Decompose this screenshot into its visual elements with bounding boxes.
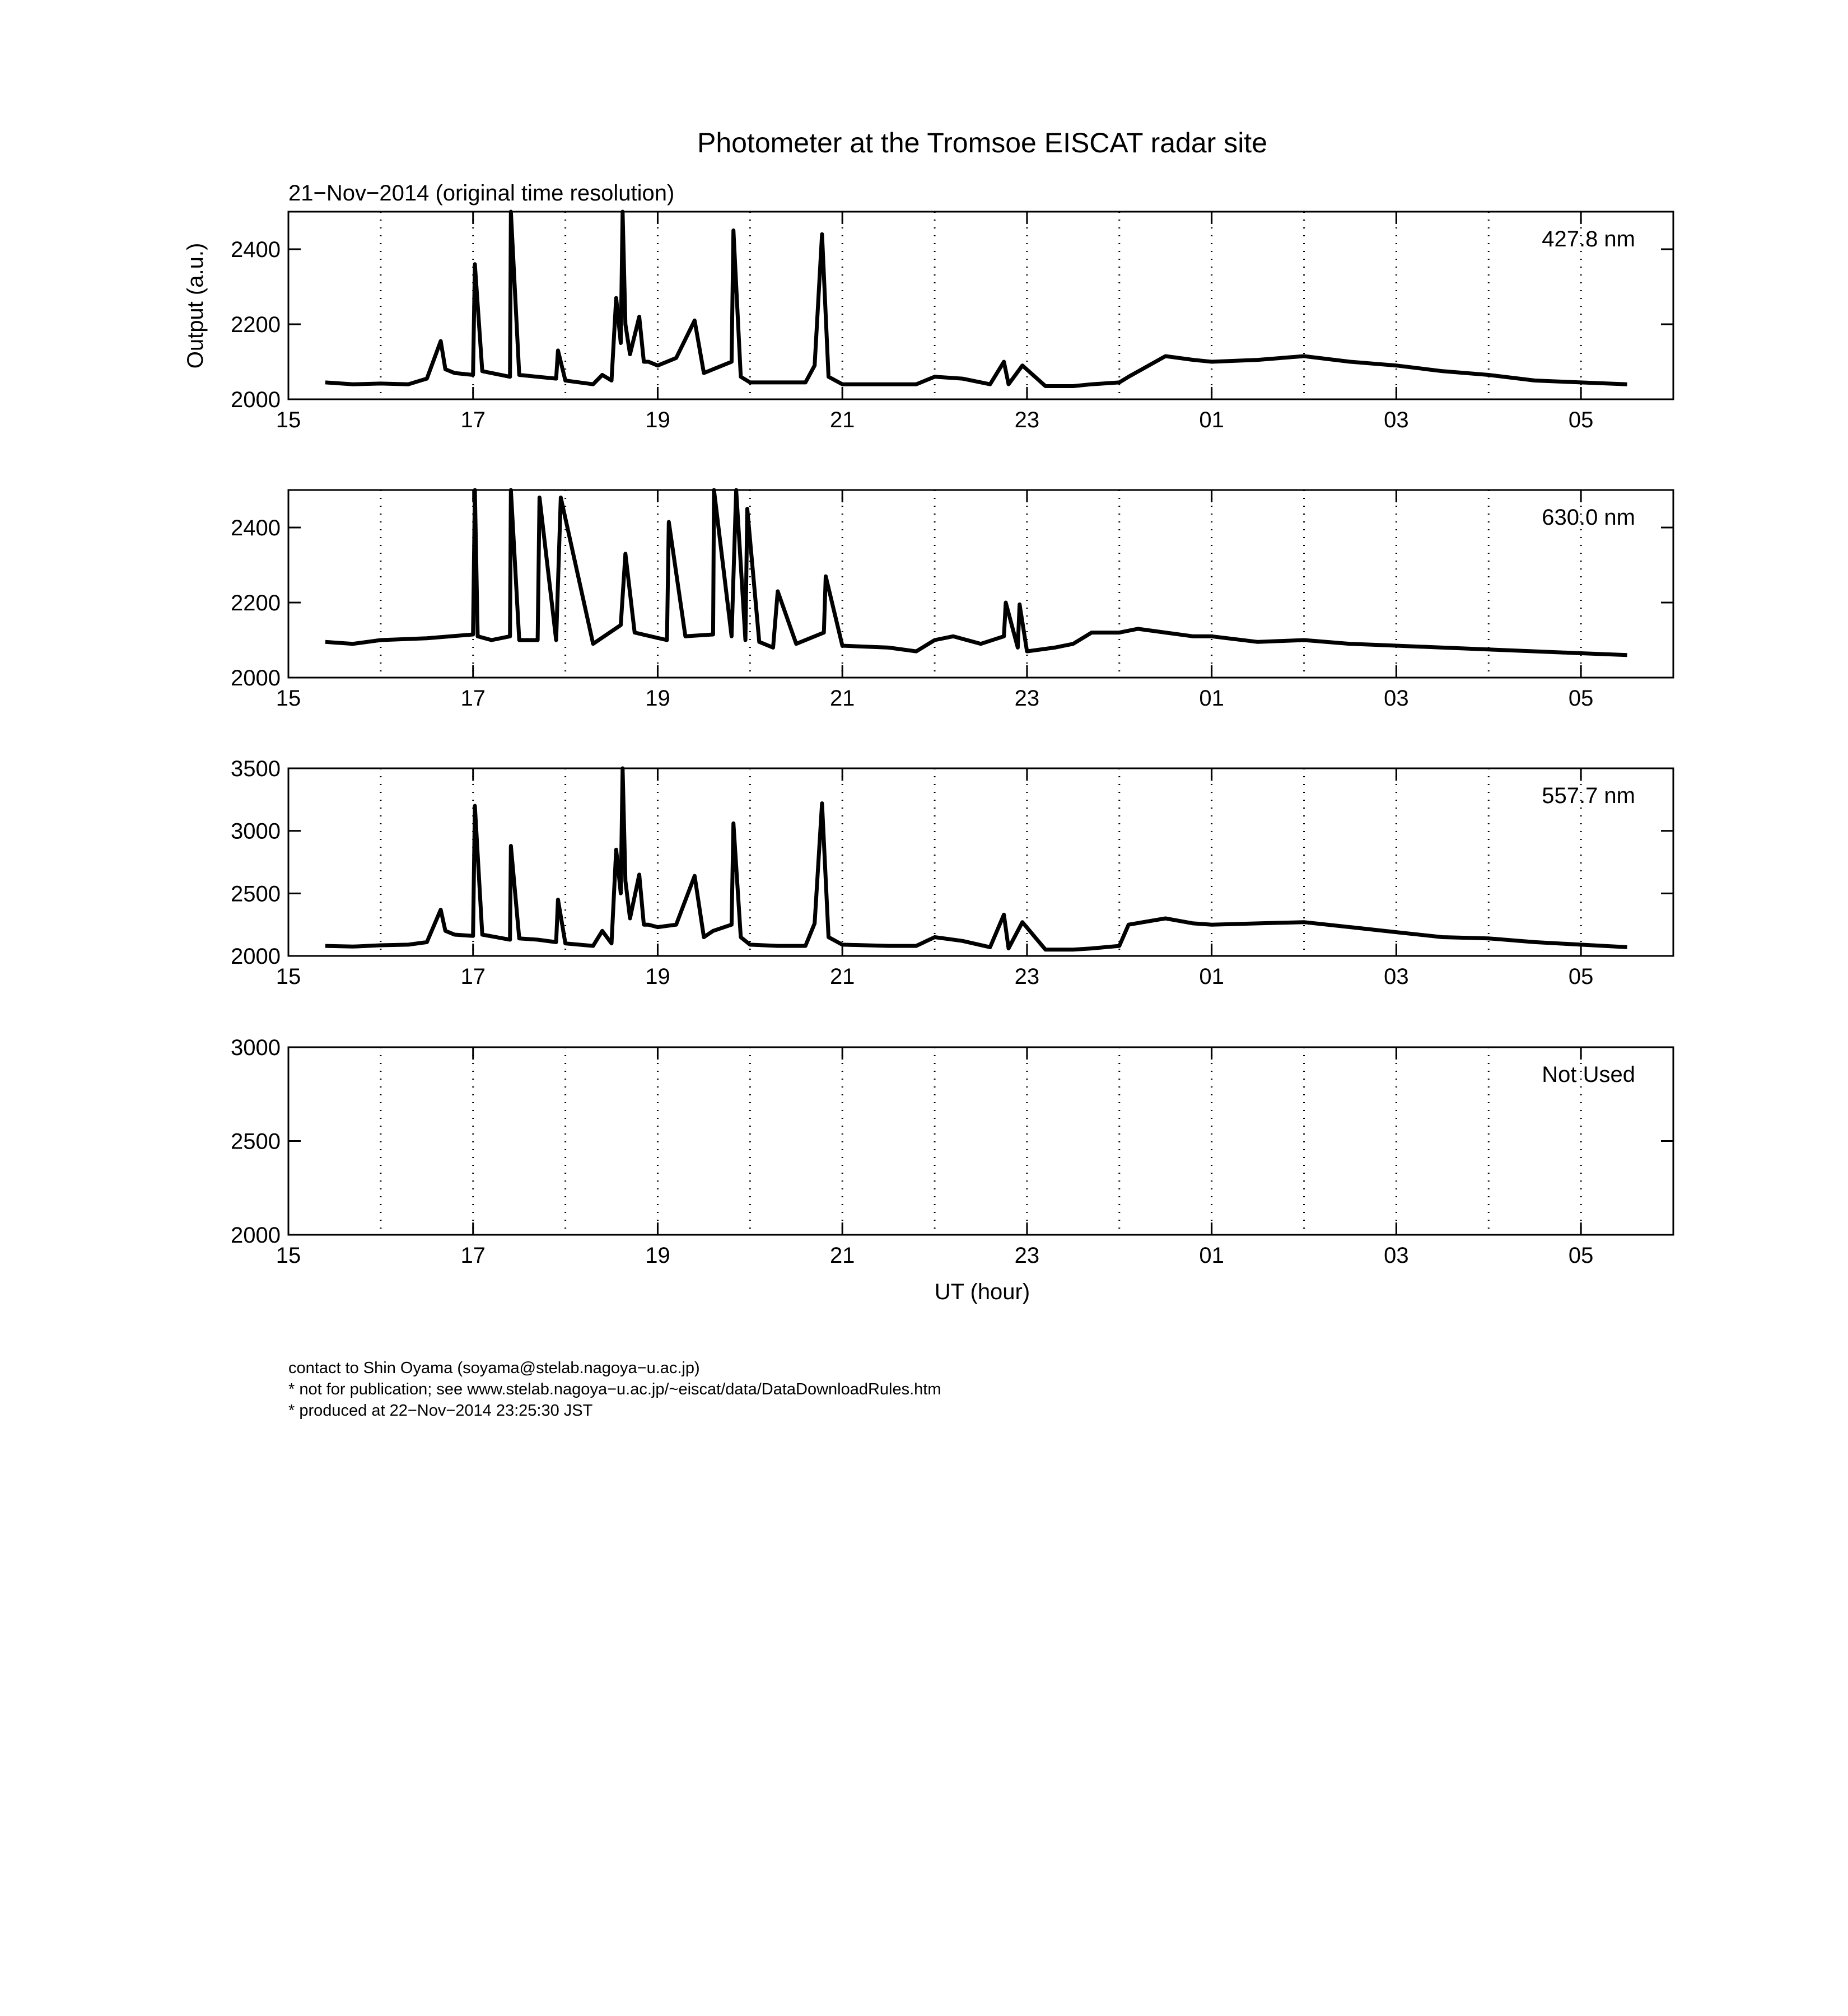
series-line: [325, 490, 1627, 655]
x-tick-label: 17: [460, 686, 486, 711]
x-tick-label: 05: [1568, 408, 1594, 432]
x-tick-label: 23: [1014, 964, 1040, 989]
x-axis-label: UT (hour): [934, 1280, 1030, 1304]
series-line: [325, 212, 1627, 386]
y-tick-label: 2000: [231, 1223, 281, 1248]
y-tick-label: 3000: [231, 819, 281, 844]
series-line: [325, 768, 1627, 950]
x-tick-label: 17: [460, 408, 486, 432]
x-tick-label: 19: [645, 686, 670, 711]
x-tick-label: 19: [645, 1243, 670, 1268]
panel-4: [231, 1035, 1673, 1268]
x-tick-label: 21: [829, 686, 855, 711]
y-tick-label: 2000: [231, 388, 281, 412]
x-tick-label: 21: [829, 1243, 855, 1268]
x-tick-label: 05: [1568, 1243, 1594, 1268]
x-tick-label: 17: [460, 964, 486, 989]
y-tick-label: 2200: [231, 312, 281, 337]
x-tick-label: 03: [1384, 686, 1409, 711]
y-tick-label: 2500: [231, 1129, 281, 1154]
panel-3: [231, 757, 1673, 989]
y-tick-label: 2500: [231, 881, 281, 907]
plot-frame: [288, 1047, 1673, 1235]
x-tick-label: 15: [276, 1243, 301, 1268]
x-tick-label: 19: [645, 964, 670, 989]
x-tick-label: 19: [645, 408, 670, 432]
series-label: Not Used: [1542, 1062, 1635, 1087]
x-tick-label: 21: [829, 964, 855, 989]
x-tick-label: 03: [1384, 408, 1409, 432]
x-tick-label: 17: [460, 1243, 486, 1268]
x-tick-label: 01: [1199, 686, 1224, 711]
panel-1: [231, 212, 1673, 432]
x-tick-label: 15: [276, 686, 301, 711]
x-tick-label: 23: [1014, 408, 1040, 432]
chart-title: Photometer at the Tromsoe EISCAT radar site: [697, 127, 1268, 158]
x-tick-label: 23: [1014, 1243, 1040, 1268]
x-tick-label: 05: [1568, 686, 1594, 711]
x-tick-label: 23: [1014, 686, 1040, 711]
y-tick-label: 2400: [231, 237, 281, 262]
x-tick-label: 01: [1199, 408, 1224, 432]
chart-subtitle: 21−Nov−2014 (original time resolution): [288, 181, 675, 206]
y-tick-label: 3500: [231, 757, 281, 781]
x-tick-label: 01: [1199, 1243, 1224, 1268]
x-tick-label: 03: [1384, 1243, 1409, 1268]
x-tick-label: 05: [1568, 964, 1594, 989]
series-label: 427.8 nm: [1542, 227, 1635, 251]
x-tick-label: 03: [1384, 964, 1409, 989]
panel-2: [231, 490, 1673, 711]
plot-frame: [288, 768, 1673, 956]
y-axis-label: Output (a.u.): [183, 242, 208, 369]
footer-contact: contact to Shin Oyama (soyama@stelab.nagoya−u.ac.jp): [288, 1359, 700, 1377]
y-tick-label: 2400: [231, 516, 281, 540]
x-tick-label: 15: [276, 964, 301, 989]
footer-produced-at: * produced at 22−Nov−2014 23:25:30 JST: [288, 1402, 593, 1420]
panels-group: [231, 212, 1673, 1268]
series-label: 630.0 nm: [1542, 505, 1635, 530]
y-tick-label: 2200: [231, 591, 281, 615]
x-tick-label: 15: [276, 408, 301, 432]
y-tick-label: 2000: [231, 944, 281, 969]
x-tick-label: 01: [1199, 964, 1224, 989]
y-tick-label: 2000: [231, 666, 281, 690]
series-label: 557.7 nm: [1542, 783, 1635, 808]
x-tick-label: 21: [829, 408, 855, 432]
footer-publication-note: * not for publication; see www.stelab.nagoya−u.ac.jp/~eiscat/data/DataDownloadRules.htm: [288, 1380, 941, 1398]
y-tick-label: 3000: [231, 1035, 281, 1060]
